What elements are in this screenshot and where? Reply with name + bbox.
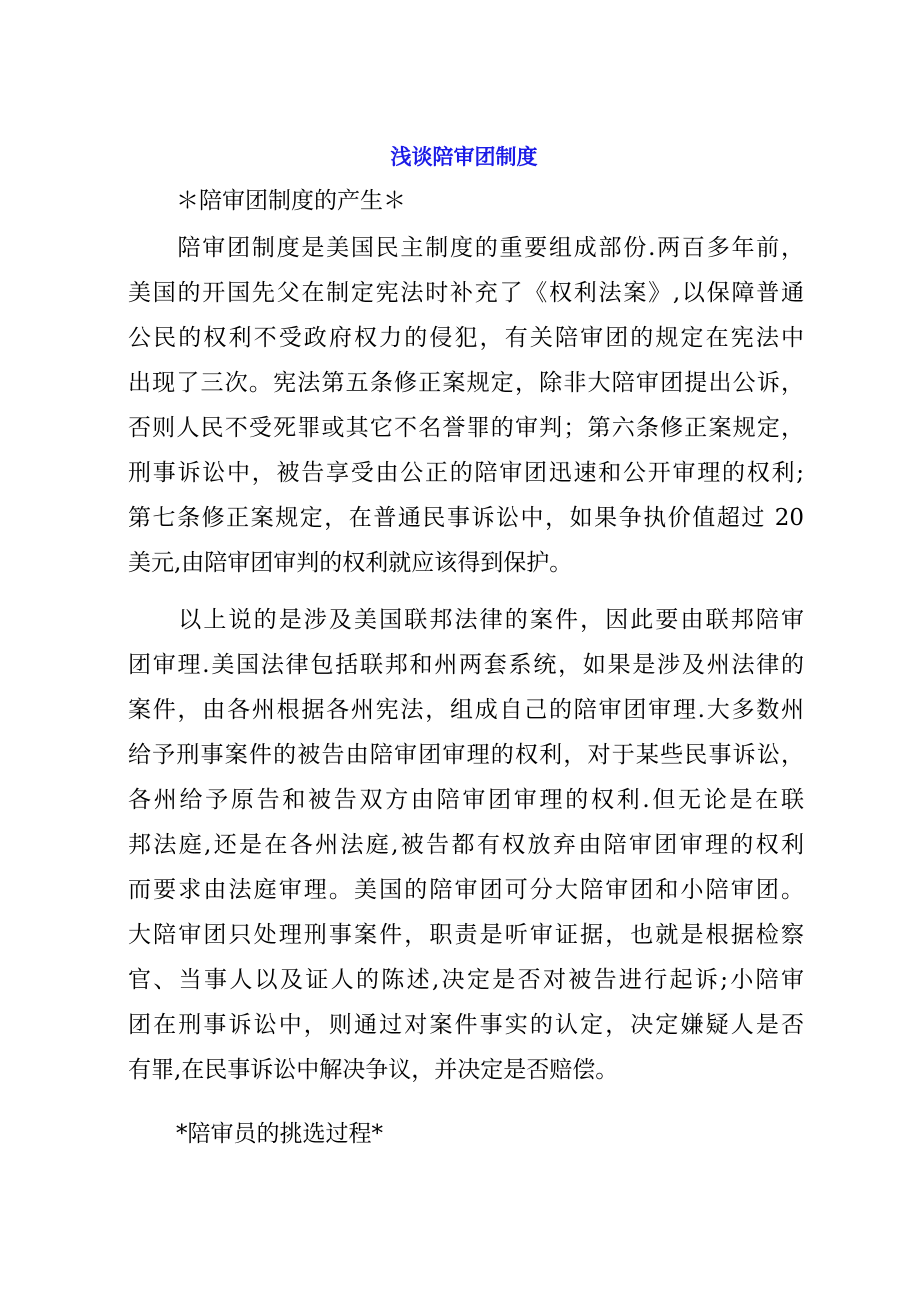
paragraph-line: 陪审团制度是美国民主制度的重要组成部份.两百多年前， bbox=[128, 235, 804, 261]
paragraph-line: 官、当事人以及证人的陈述,决定是否对被告进行起诉;小陪审 bbox=[128, 967, 804, 993]
paragraph-line: 团审理.美国法律包括联邦和州两套系统，如果是涉及州法律的 bbox=[128, 652, 804, 678]
paragraph-line: 大陪审团只处理刑事案件，职责是听审证据，也就是根据检察 bbox=[128, 922, 804, 948]
paragraph-line: 出现了三次。宪法第五条修正案规定，除非大陪审团提出公诉， bbox=[128, 370, 804, 396]
paragraph-line: 而要求由法庭审理。美国的陪审团可分大陪审团和小陪审团。 bbox=[128, 877, 804, 903]
paragraph-line: 美元,由陪审团审判的权利就应该得到保护。 bbox=[128, 550, 573, 576]
paragraph-line: 各州给予原告和被告双方由陪审团审理的权利.但无论是在联 bbox=[128, 787, 804, 813]
paragraph-line: 邦法庭,还是在各州法庭,被告都有权放弃由陪审团审理的权利 bbox=[128, 832, 804, 858]
paragraph-jurisdiction bbox=[128, 598, 804, 1093]
section-heading-origin: ＊陪审团制度的产生＊ bbox=[176, 188, 406, 214]
paragraph-line: 案件，由各州根据各州宪法，组成自己的陪审团审理.大多数州 bbox=[128, 697, 804, 723]
document-title: 浅谈陪审团制度 bbox=[390, 145, 538, 169]
paragraph-line: 有罪,在民事诉讼中解决争议，并决定是否赔偿。 bbox=[128, 1057, 619, 1083]
paragraph-line: 以上说的是涉及美国联邦法律的案件，因此要由联邦陪审 bbox=[128, 607, 804, 633]
paragraph-line: 公民的权利不受政府权力的侵犯，有关陪审团的规定在宪法中 bbox=[128, 325, 804, 351]
paragraph-line: 刑事诉讼中，被告享受由公正的陪审团迅速和公开审理的权利; bbox=[128, 460, 804, 486]
paragraph-line: 美国的开国先父在制定宪法时补充了《权利法案》,以保障普通 bbox=[128, 280, 804, 306]
paragraph-line: 否则人民不受死罪或其它不名誉罪的审判；第六条修正案规定， bbox=[128, 415, 804, 441]
paragraph-line: 给予刑事案件的被告由陪审团审理的权利，对于某些民事诉讼， bbox=[128, 742, 804, 768]
paragraph-line: 第七条修正案规定，在普通民事诉讼中，如果争执价值超过 20 bbox=[128, 505, 804, 531]
paragraph-origin bbox=[128, 226, 804, 586]
paragraph-line: 团在刑事诉讼中，则通过对案件事实的认定，决定嫌疑人是否 bbox=[128, 1012, 804, 1038]
section-heading-selection: *陪审员的挑选过程* bbox=[176, 1121, 383, 1147]
